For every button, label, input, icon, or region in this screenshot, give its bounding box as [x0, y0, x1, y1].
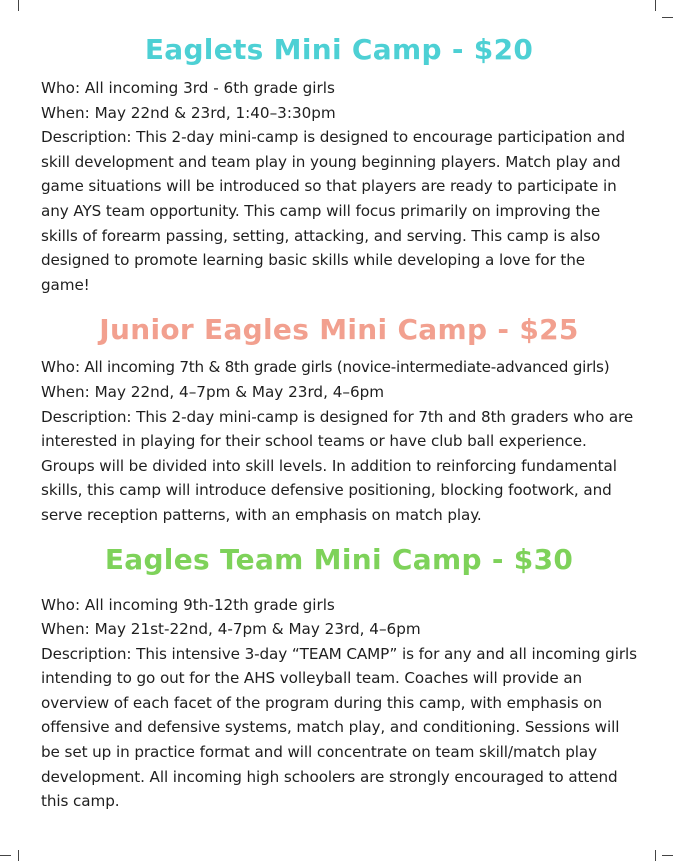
eaglets-who-value: : All incoming 3rd - 6th grade girls	[74, 79, 335, 97]
eagles-team-camp-title: Eagles Team Mini Camp - $30	[104, 542, 574, 576]
team-who	[41, 593, 637, 618]
eaglets-who	[41, 76, 637, 101]
description-label: Description	[41, 644, 127, 663]
eaglets-description-value: : This 2-day mini-camp is designed to encourage participation and skill development and team play in young beginning players. Match play and game situations will be introduced so that players are ready to participate in any AYS team opportunity. This camp will focus primarily on improving the skills of forearm passing, setting, attacking, and serving. This camp is also designed to promote learning basic skills while developing a love for the game!	[41, 128, 626, 294]
eaglets-when	[41, 101, 637, 126]
junior-description-value: : This 2-day mini-camp is designed for 7th and 8th graders who are interested in playing for their school teams or have club ball experience. Groups will be divided into skill levels. In addition to reinforcing fundamental skills, this camp will introduce defensive positioning, blocking footwork, and serve reception patterns, with an emphasis on match play.	[41, 407, 634, 524]
eaglets-when-value: : May 22nd & 23rd, 1:40–3:30pm	[84, 103, 336, 122]
junior-eagles-camp-title: Junior Eagles Mini Camp - $25	[99, 313, 579, 347]
crop-mark-bottom-left	[18, 850, 19, 861]
eaglets-camp-section	[41, 30, 637, 297]
description-label: Description	[41, 407, 127, 426]
eaglets-description	[41, 125, 637, 297]
crop-mark-top-right	[655, 0, 656, 11]
team-description	[41, 642, 637, 814]
flyer-page	[41, 30, 637, 814]
crop-mark-bottom-right	[655, 850, 656, 861]
junior-who-value: : All incoming 7th & 8th grade girls (novice-intermediate-advanced girls)	[74, 358, 610, 377]
junior-when	[41, 380, 637, 405]
team-when-value: : May 21st-22nd, 4-7pm & May 23rd, 4–6pm	[84, 620, 421, 639]
junior-when-value: : May 22nd, 4–7pm & May 23rd, 4–6pm	[84, 382, 385, 401]
who-label: Who	[41, 358, 75, 377]
crop-mark-top-left	[18, 0, 19, 11]
crop-mark-bottom-right-h	[662, 855, 673, 856]
team-who-value: : All incoming 9th-12th grade girls	[74, 595, 335, 614]
crop-mark-top-right-h	[662, 17, 673, 18]
eagles-team-camp-section	[41, 540, 637, 814]
crop-mark-bottom-left-h	[0, 855, 11, 856]
who-label: Who	[41, 79, 75, 97]
junior-eagles-camp-section	[41, 310, 637, 527]
junior-description	[41, 405, 637, 528]
team-when	[41, 617, 637, 642]
description-label: Description	[41, 128, 127, 147]
team-description-value: : This intensive 3-day “TEAM CAMP” is for any and all incoming girls intending to go out for the AHS volleyball team. Coaches will provide an overview of each facet of the program during this camp, with emphasis on offensive and defensive systems, match play, and conditioning. Sessions will be set up in practice format and will concentrate on team skill/match play development. All incoming high schoolers are strongly encouraged to attend this camp.	[41, 644, 637, 811]
eaglets-camp-title: Eaglets Mini Camp - $20	[144, 33, 534, 66]
when-label: When	[41, 382, 85, 401]
when-label: When	[41, 620, 85, 639]
when-label: When	[41, 103, 85, 122]
junior-who	[41, 355, 637, 380]
who-label: Who	[41, 595, 75, 614]
